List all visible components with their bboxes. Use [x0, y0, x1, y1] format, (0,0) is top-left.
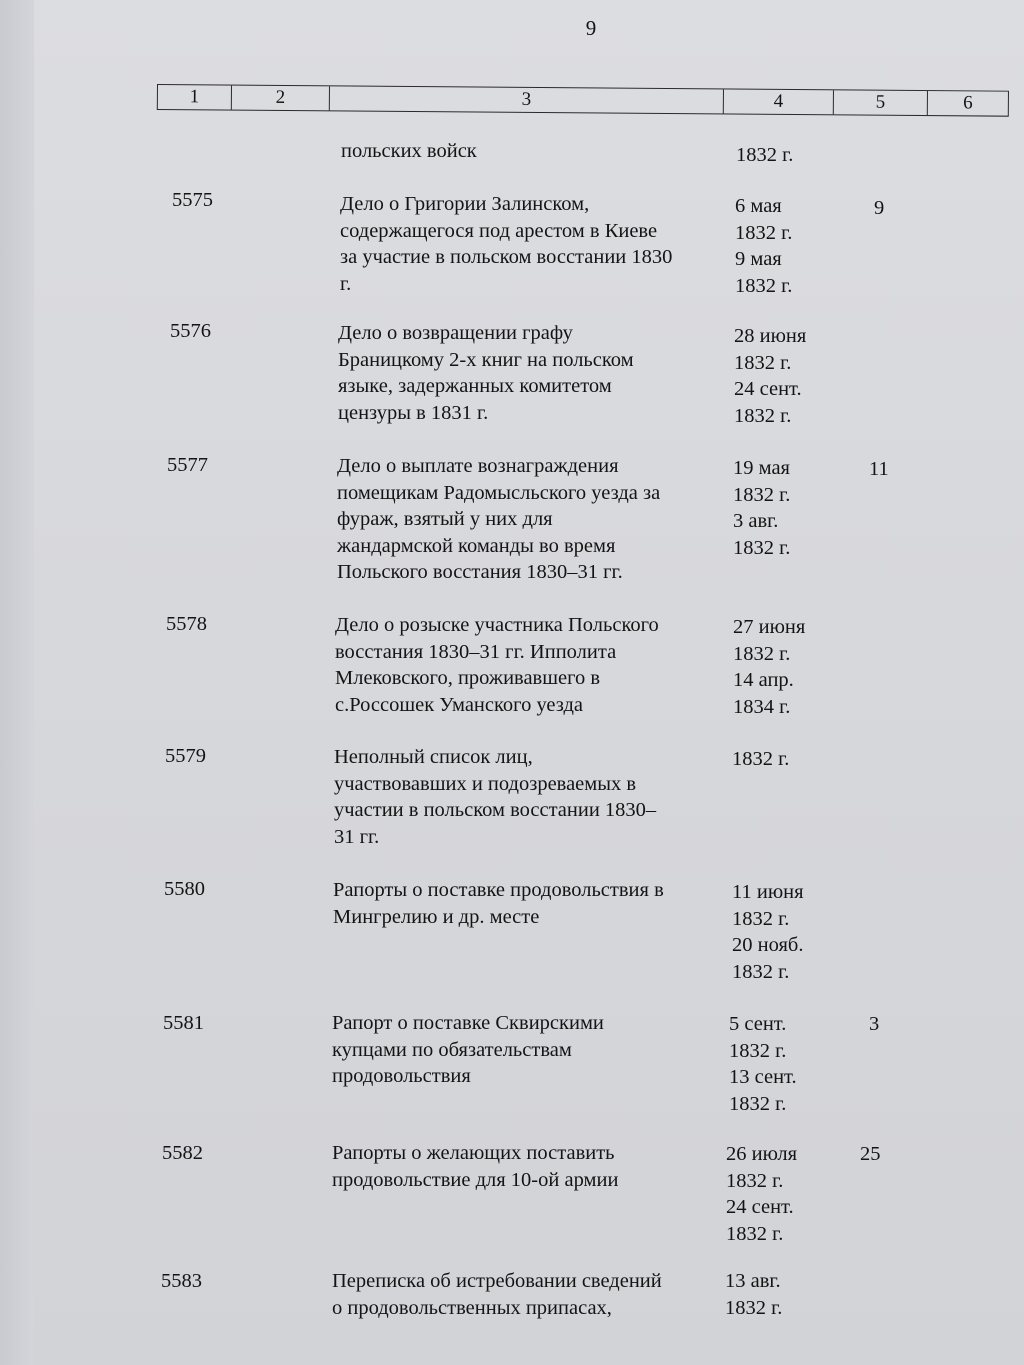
record-sheets: 11 — [869, 458, 889, 480]
record-dates: 11 июня 1832 г. 20 нояб. 1832 г. — [732, 881, 804, 983]
record-description: Рапорты о поставке продовольствия в Мингрелию и др. месте — [333, 879, 664, 928]
record-number: 5578 — [166, 613, 207, 635]
record-dates: 27 июня 1832 г. 14 апр. 1834 г. — [733, 616, 806, 718]
record-number: 5583 — [161, 1270, 202, 1292]
record-number: 5575 — [172, 189, 213, 211]
record-number: 5579 — [165, 745, 206, 767]
record-description: Дело о Григории Залинском, содержащегося под арестом в Киеве за участие в польском восстании 1830 г. — [340, 193, 673, 295]
record-dates: 6 мая 1832 г. 9 мая 1832 г. — [735, 195, 793, 297]
record-description: Переписка об истребовании сведений о продовольственных припасах, — [332, 1270, 662, 1319]
column-header-3: 3 — [330, 86, 724, 113]
record-dates: 19 мая 1832 г. 3 авг. 1832 г. — [733, 457, 791, 559]
record-number: 5577 — [167, 454, 208, 476]
record-sheets: 9 — [874, 197, 885, 219]
record-dates: 26 июля 1832 г. 24 сент. 1832 г. — [726, 1143, 798, 1245]
continuation-description: польских войск — [341, 140, 477, 162]
record-number: 5576 — [170, 320, 211, 342]
page-number: 9 — [585, 16, 597, 40]
record-dates: 28 июня 1832 г. 24 сент. 1832 г. — [734, 325, 807, 427]
record-description: Рапорты о желающих поставить продовольствие для 10-ой армии — [332, 1142, 619, 1191]
record-description: Дело о розыске участника Польского восстания 1830–31 гг. Ипполита Млековского, проживавшего в с.Россошек Уманского уезда — [335, 614, 659, 716]
record-description: Дело о возвращении графу Браницкому 2-х книг на польском языке, задержанных комитетом цензуры в 1831 г. — [338, 322, 634, 424]
column-header-4: 4 — [724, 89, 834, 114]
record-number: 5582 — [162, 1142, 203, 1164]
record-description: Рапорт о поставке Сквирскими купцами по обязательствам продовольствия — [332, 1012, 604, 1087]
record-sheets: 25 — [860, 1143, 881, 1165]
record-dates: 1832 г. — [732, 748, 790, 770]
record-sheets: 3 — [869, 1013, 880, 1035]
column-header-6: 6 — [963, 92, 973, 114]
record-dates: 5 сент. 1832 г. 13 сент. 1832 г. — [729, 1013, 797, 1115]
record-description: Неполный список лиц, участвовавших и подозреваемых в участии в польском восстании 1830– 31 гг. — [334, 746, 657, 848]
record-number: 5581 — [163, 1012, 204, 1034]
continuation-date: 1832 г. — [736, 144, 794, 166]
record-number: 5580 — [164, 878, 205, 900]
record-dates: 13 авг. 1832 г. — [725, 1270, 783, 1319]
column-header-2: 2 — [232, 86, 330, 111]
facing-page-edge — [0, 0, 34, 1365]
column-header-5: 5 — [834, 90, 928, 115]
column-header-1: 1 — [158, 85, 232, 110]
record-description: Дело о выплате вознаграждения помещикам Радомысльского уезда за фураж, взятый у них для жандармской команды во время Польского восстания 1830–31 гг. — [337, 455, 661, 583]
column-header-row — [157, 84, 1009, 117]
